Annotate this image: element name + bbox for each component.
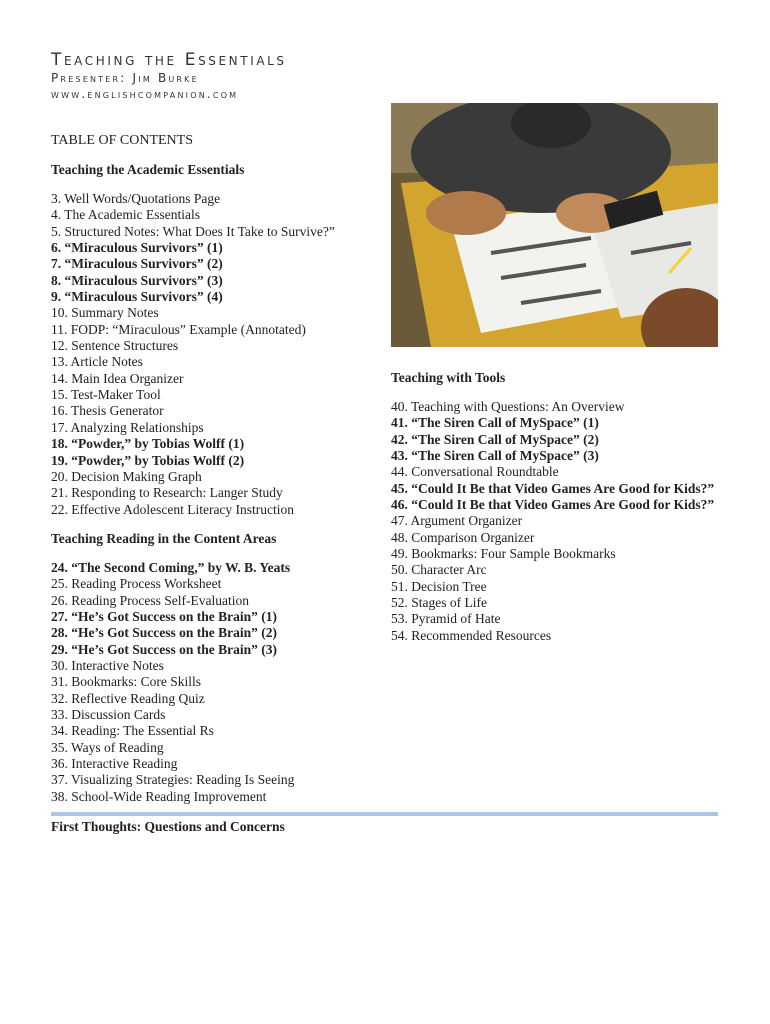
section-heading-academic: Teaching the Academic Essentials (51, 162, 245, 177)
toc-entry: 36. Interactive Reading (51, 756, 178, 772)
toc-entry: 17. Analyzing Relationships (51, 419, 204, 435)
toc-entry: 20. Decision Making Graph (51, 468, 202, 484)
toc-entry: 43. “The Siren Call of MySpace” (3) (391, 448, 599, 464)
toc-entry: 21. Responding to Research: Langer Study (51, 485, 283, 501)
toc-entry: 41. “The Siren Call of MySpace” (1) (391, 415, 599, 431)
toc-entry: 28. “He’s Got Success on the Brain” (2) (51, 625, 277, 641)
toc-entry: 42. “The Siren Call of MySpace” (2) (391, 431, 599, 447)
toc-entry: 22. Effective Adolescent Literacy Instruction (51, 501, 295, 517)
toc-entry: 5. Structured Notes: What Does It Take to Survive?” (51, 223, 335, 239)
toc-entry: 46. “Could It Be that Video Games Are Good for Kids?” (391, 497, 715, 513)
toc-entry: 14. Main Idea Organizer (51, 370, 184, 386)
website-url: www.englishcompanion.com (51, 87, 239, 101)
toc-entry: 19. “Powder,” by Tobias Wolff (2) (51, 452, 245, 468)
section-heading-tools: Teaching with Tools (391, 370, 506, 385)
toc-title: TABLE OF CONTENTS (51, 133, 193, 148)
toc-entry: 49. Bookmarks: Four Sample Bookmarks (391, 546, 616, 562)
toc-entry: 7. “Miraculous Survivors” (2) (51, 256, 223, 272)
toc-entry: 11. FODP: “Miraculous” Example (Annotated) (51, 321, 306, 337)
academic-list (51, 191, 335, 518)
toc-entry: 25. Reading Process Worksheet (51, 576, 222, 592)
tools-list (391, 399, 714, 644)
toc-entry: 54. Recommended Resources (391, 627, 552, 643)
toc-entry: 27. “He’s Got Success on the Brain” (1) (51, 609, 277, 625)
toc-entry: 24. “The Second Coming,” by W. B. Yeats (51, 560, 291, 575)
toc-entry: 9. “Miraculous Survivors” (4) (51, 289, 223, 305)
section-heading-reading: Teaching Reading in the Content Areas (51, 531, 277, 546)
toc-entry: 45. “Could It Be that Video Games Are Good for Kids?” (391, 480, 715, 496)
toc-entry: 6. “Miraculous Survivors” (1) (51, 240, 223, 256)
toc-entry: 29. “He’s Got Success on the Brain” (3) (51, 641, 277, 657)
divider-bar (51, 812, 718, 816)
toc-entry: 4. The Academic Essentials (51, 207, 200, 223)
toc-entry: 51. Decision Tree (391, 578, 487, 594)
classroom-photo (391, 103, 718, 347)
toc-entry: 18. “Powder,” by Tobias Wolff (1) (51, 436, 245, 452)
toc-entry: 16. Thesis Generator (51, 403, 164, 419)
toc-entry: 48. Comparison Organizer (391, 529, 535, 545)
toc-entry: 50. Character Arc (391, 562, 487, 578)
presenter-line: Presenter: Jim Burke (51, 71, 199, 85)
toc-entry: 32. Reflective Reading Quiz (51, 690, 205, 706)
toc-entry: 13. Article Notes (51, 354, 143, 370)
toc-entry: 15. Test-Maker Tool (51, 387, 161, 403)
toc-entry: 30. Interactive Notes (51, 658, 164, 674)
toc-entry: 38. School-Wide Reading Improvement (51, 788, 267, 804)
toc-entry: 33. Discussion Cards (51, 707, 166, 723)
reading-list (51, 560, 294, 805)
toc-entry: 31. Bookmarks: Core Skills (51, 674, 202, 690)
toc-entry: 44. Conversational Roundtable (391, 464, 559, 480)
toc-entry: 37. Visualizing Strategies: Reading Is Seeing (51, 772, 295, 788)
toc-entry: 34. Reading: The Essential Rs (51, 723, 214, 739)
toc-entry: 53. Pyramid of Hate (391, 611, 501, 627)
toc-entry: 52. Stages of Life (391, 595, 487, 611)
toc-entry: 35. Ways of Reading (51, 739, 164, 755)
toc-entry: 12. Sentence Structures (51, 338, 179, 354)
toc-entry: 10. Summary Notes (51, 305, 159, 321)
section-heading-first-thoughts: First Thoughts: Questions and Concerns (51, 819, 285, 834)
toc-entry: 40. Teaching with Questions: An Overview (391, 399, 625, 414)
toc-entry: 47. Argument Organizer (391, 513, 523, 529)
toc-entry: 26. Reading Process Self-Evaluation (51, 592, 249, 608)
toc-entry: 8. “Miraculous Survivors” (3) (51, 272, 223, 288)
page-title: Teaching the Essentials (51, 50, 287, 70)
toc-entry: 3. Well Words/Quotations Page (51, 191, 221, 206)
